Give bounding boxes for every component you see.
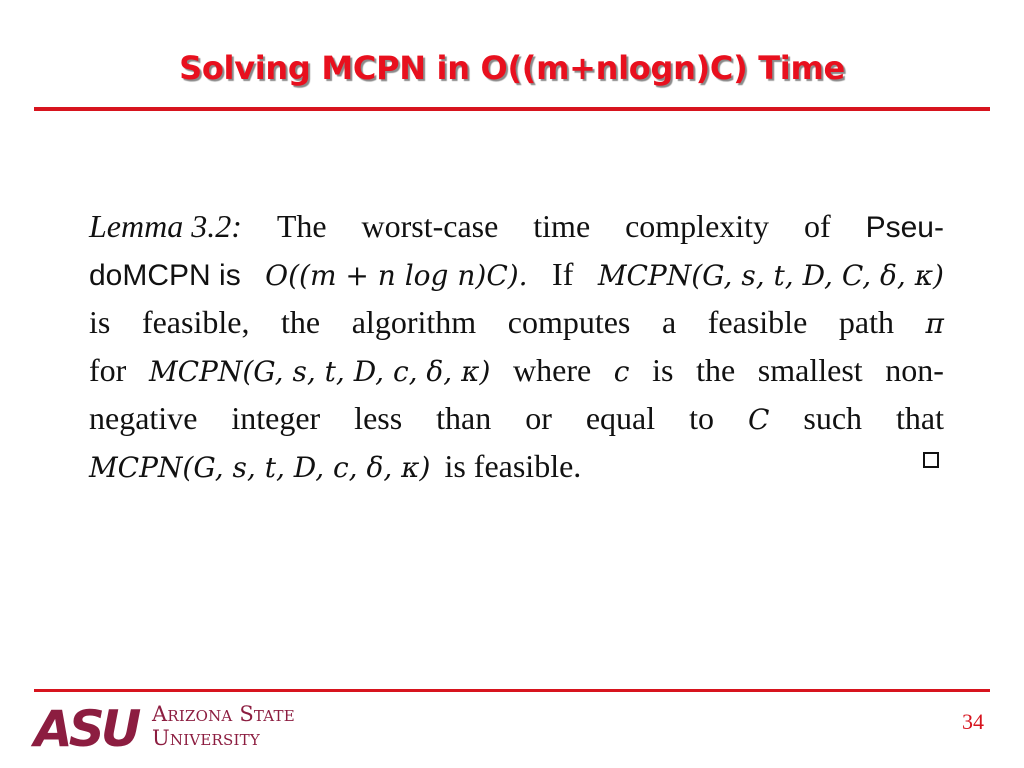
lemma-word: non- [885,352,944,388]
asu-logo [34,700,354,756]
lemma-word: for [89,352,127,388]
lemma-word: negative [89,400,198,436]
lemma-text: is feasible. [444,448,582,484]
lemma-math: c [613,355,630,388]
asu-logo-line-2: University [152,726,260,750]
lemma-text: doMCPN is [89,259,241,292]
lemma-word: a [661,304,677,340]
asu-logo-mark: ASU [34,700,138,758]
lemma-word: of [803,208,831,244]
lemma-word: feasible [707,304,808,340]
lemma-word: The [276,208,327,244]
lemma-block [89,202,944,490]
lemma-math: O((m + n log n)C). [265,259,528,292]
asu-logo-line-1: Arizona State [152,702,295,726]
lemma-word: than [436,400,492,436]
slide-title: Solving MCPN in O((m+nlogn)C) Time [179,49,845,87]
lemma-word: the [281,304,321,340]
lemma-word: smallest [757,352,863,388]
lemma-word: computes [507,304,631,340]
lemma-word: path [838,304,894,340]
page-number: 34 [962,709,984,734]
lemma-math: π [925,307,944,340]
lemma-word: less [354,400,403,436]
lemma-word: algorithm [351,304,477,340]
lemma-word: that [895,400,944,436]
lemma-label: Lemma 3.2: [89,208,242,244]
lemma-line-4 [89,346,944,394]
footer-divider [34,689,990,692]
lemma-line-1 [89,202,944,250]
qed-box-icon [923,452,939,468]
lemma-word: complexity [625,208,770,244]
lemma-word: worst-case [361,208,499,244]
lemma-math: MCPN(G, s, t, D, C, δ, κ) [597,259,944,292]
lemma-word: is [89,304,111,340]
lemma-word: where [513,352,592,388]
lemma-line-6 [89,442,944,490]
lemma-line-3 [89,298,944,346]
lemma-word: time [533,208,591,244]
lemma-word: Pseu- [865,211,944,244]
lemma-line-5 [89,394,944,442]
lemma-word: If [552,256,574,292]
lemma-word: such [803,400,863,436]
lemma-word: or [525,400,552,436]
lemma-word: integer [231,400,321,436]
lemma-math: MCPN(G, s, t, D, c, δ, κ) [148,355,491,388]
lemma-word: is [652,352,674,388]
lemma-word: the [696,352,736,388]
lemma-word: feasible, [141,304,250,340]
lemma-math: C [747,403,770,436]
lemma-math: MCPN(G, s, t, D, c, δ, κ) [89,451,431,484]
title-divider [34,107,990,111]
lemma-word: equal [585,400,656,436]
asu-logo-text [152,702,295,750]
lemma-word: to [689,400,714,436]
lemma-line-2 [89,250,944,298]
